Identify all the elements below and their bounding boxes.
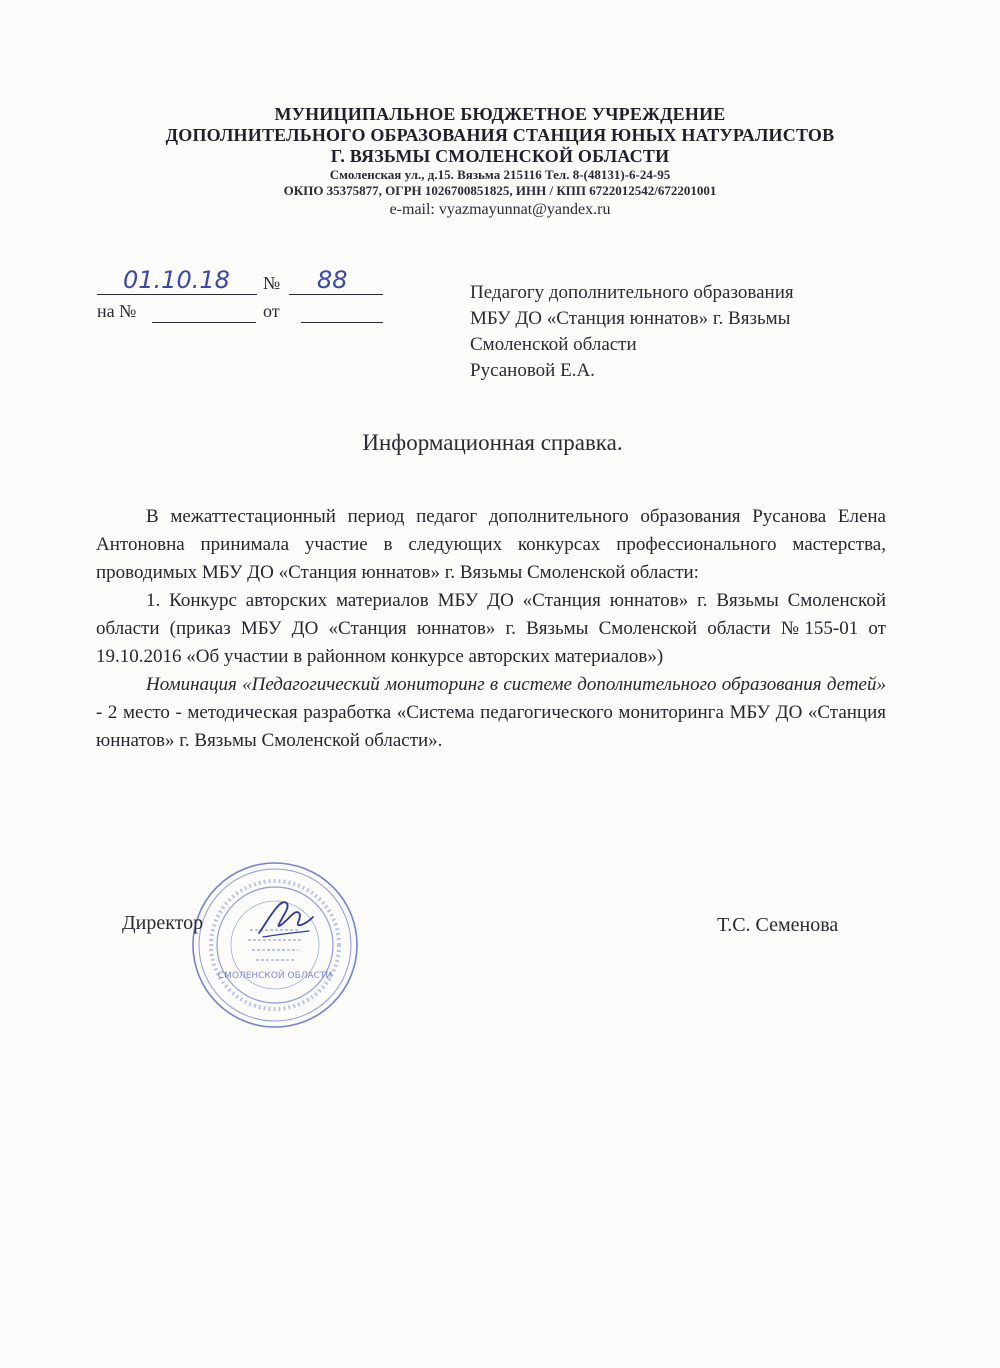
addressee-block <box>470 280 794 384</box>
letterhead <box>0 104 1000 221</box>
from-blank <box>301 298 383 323</box>
number-label: № <box>263 273 281 293</box>
org-codes: ОКПО 35375877, ОГРН 1026700851825, ИНН / КПП 6722012542/672201001 <box>283 183 717 198</box>
stamp-text: СМОЛЕНСКОЙ ОБЛАСТИ <box>217 971 333 981</box>
reference-label: на № <box>97 301 137 321</box>
contest-item-1: 1. Конкурс авторских материалов МБУ ДО «Станция юннатов» г. Вязьмы Смоленской области (приказ МБУ ДО «Станция юннатов» г. Вязьмы Смоленской области №155-01 от 19.10.2016 «Об участии в районном конкурсе авторских материалов») <box>96 590 886 667</box>
addressee-line-2: МБУ ДО «Станция юннатов» г. Вязьмы <box>470 308 791 329</box>
document-title: Информационная справка. <box>362 430 623 455</box>
director-name: Т.С. Семенова <box>717 914 839 936</box>
handwritten-number: 88 <box>317 266 348 294</box>
document-body <box>96 503 886 755</box>
addressee-line-1: Педагогу дополнительного образования <box>470 282 794 303</box>
nomination-title: Номинация «Педагогический мониторинг в системе дополнительного образования детей» <box>146 674 886 695</box>
org-address: Смоленская ул., д.15. Вязьма 215116 Тел. 8-(48131)-6-24-95 <box>329 167 671 182</box>
nomination-result: - 2 место - методическая разработка «Система педагогического мониторинга МБУ ДО «Станция юннатов» г. Вязьмы Смоленской области». <box>96 702 886 751</box>
org-name-line-2: ДОПОЛНИТЕЛЬНОГО ОБРАЗОВАНИЯ СТАНЦИЯ ЮНЫХ НАТУРАЛИСТОВ <box>165 125 835 145</box>
registration-row-outgoing <box>97 266 397 298</box>
nomination-paragraph <box>96 671 886 755</box>
handwritten-date: 01.10.18 <box>123 266 230 294</box>
reference-blank <box>152 298 256 323</box>
addressee-line-3: Смоленской области <box>470 334 637 355</box>
org-name-line-1: МУНИЦИПАЛЬНОЕ БЮДЖЕТНОЕ УЧРЕЖДЕНИЕ <box>274 104 726 124</box>
from-label: от <box>263 301 280 321</box>
official-stamp <box>190 860 360 1030</box>
intro-paragraph: В межаттестационный период педагог дополнительного образования Русанова Елена Антоновна принимала участие в следующих конкурсах профессионального мастерства, проводимых МБУ ДО «Станция юннатов» г. Вязьмы Смоленской области: <box>96 506 886 583</box>
addressee-line-4: Русановой Е.А. <box>470 360 595 381</box>
director-title: Директор <box>122 912 204 934</box>
org-email: e-mail: vyazmayunnat@yandex.ru <box>389 201 611 218</box>
registration-block <box>97 266 397 326</box>
registration-row-reference <box>97 298 397 326</box>
director-signature <box>255 895 315 945</box>
org-name-line-3: Г. ВЯЗЬМЫ СМОЛЕНСКОЙ ОБЛАСТИ <box>330 146 670 166</box>
